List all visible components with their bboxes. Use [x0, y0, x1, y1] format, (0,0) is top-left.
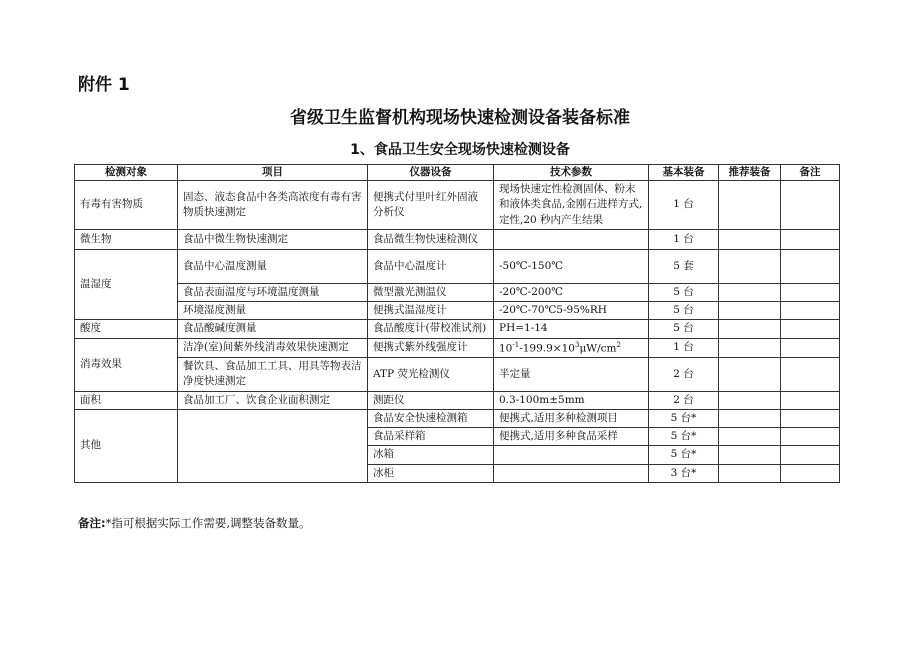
cell-object: 微生物 — [75, 229, 178, 249]
cell-params: 现场快速定性检测固体、粉末和液体类食品,金刚石进样方式,定性,20 秒内产生结果 — [494, 181, 649, 230]
cell-basic: 2 台 — [649, 358, 719, 391]
params-text-c: -199.9×10 — [519, 342, 575, 355]
cell-basic: 5 台 — [649, 320, 719, 338]
cell-device: 食品中心温度计 — [368, 249, 494, 283]
cell-basic: 2 台 — [649, 391, 719, 409]
document-title: 省级卫生监督机构现场快速检测设备装备标准 — [290, 108, 630, 128]
cell-basic: 1 台 — [649, 229, 719, 249]
cell-params: 便携式,适用多种食品采样 — [494, 428, 649, 446]
cell-recommended — [719, 428, 781, 446]
cell-object: 温湿度 — [75, 249, 178, 319]
cell-device: 微型激光测温仪 — [368, 283, 494, 301]
cell-device: ATP 荧光检测仪 — [368, 358, 494, 391]
cell-device: 测距仪 — [368, 391, 494, 409]
cell-recommended — [719, 358, 781, 391]
cell-object: 酸度 — [75, 320, 178, 338]
cell-recommended — [719, 283, 781, 301]
header-params: 技术参数 — [494, 165, 649, 181]
cell-recommended — [719, 249, 781, 283]
cell-params — [494, 229, 649, 249]
cell-recommended — [719, 320, 781, 338]
header-remarks: 备注 — [781, 165, 840, 181]
cell-item: 食品表面温度与环境温度测量 — [178, 283, 368, 301]
table-row — [75, 358, 840, 391]
cell-device: 便携式温湿度计 — [368, 302, 494, 320]
cell-object: 有毒有害物质 — [75, 181, 178, 230]
cell-device: 冰箱 — [368, 446, 494, 464]
cell-item: 固态、液态食品中各类高浓度有毒有害物质快速测定 — [178, 181, 368, 230]
table-row — [75, 338, 840, 358]
table-row — [75, 302, 840, 320]
cell-device: 食品微生物快速检测仪 — [368, 229, 494, 249]
table-row — [75, 409, 840, 427]
cell-object: 面积 — [75, 391, 178, 409]
table-row — [75, 249, 840, 283]
cell-recommended — [719, 181, 781, 230]
cell-params: 便携式,适用多种检测项目 — [494, 409, 649, 427]
cell-device: 便携式付里叶红外固液分析仪 — [368, 181, 494, 230]
params-sup-d: 3 — [574, 340, 580, 349]
cell-remarks — [781, 320, 840, 338]
cell-basic: 3 台* — [649, 464, 719, 482]
footnote-text: *指可根据实际工作需要,调整装备数量。 — [105, 516, 311, 530]
cell-remarks — [781, 358, 840, 391]
cell-recommended — [719, 338, 781, 358]
cell-item: 食品中心温度测量 — [178, 249, 368, 283]
table-row — [75, 320, 840, 338]
table-row — [75, 181, 840, 230]
cell-basic: 5 台 — [649, 302, 719, 320]
cell-device: 冰柜 — [368, 464, 494, 482]
cell-params: 半定量 — [494, 358, 649, 391]
header-object: 检测对象 — [75, 165, 178, 181]
cell-recommended — [719, 302, 781, 320]
header-device: 仪器设备 — [368, 165, 494, 181]
cell-remarks — [781, 249, 840, 283]
params-sup-b: -1 — [512, 340, 520, 349]
cell-params: PH=1-14 — [494, 320, 649, 338]
table-header-row — [75, 165, 840, 181]
params-text-a: 10 — [499, 342, 513, 355]
cell-item — [178, 409, 368, 482]
cell-recommended — [719, 229, 781, 249]
cell-remarks — [781, 181, 840, 230]
cell-basic: 5 台 — [649, 283, 719, 301]
cell-remarks — [781, 302, 840, 320]
cell-basic: 1 台 — [649, 338, 719, 358]
cell-params — [494, 338, 649, 358]
cell-recommended — [719, 446, 781, 464]
footnote-label: 备注: — [78, 516, 106, 530]
cell-item: 食品中微生物快速测定 — [178, 229, 368, 249]
table-row — [75, 283, 840, 301]
cell-remarks — [781, 338, 840, 358]
cell-object: 其他 — [75, 409, 178, 482]
cell-object: 消毒效果 — [75, 338, 178, 391]
cell-params — [494, 446, 649, 464]
cell-basic: 5 台* — [649, 428, 719, 446]
cell-item: 洁净(室)间紫外线消毒效果快速测定 — [178, 338, 368, 358]
header-item: 项目 — [178, 165, 368, 181]
cell-remarks — [781, 464, 840, 482]
header-basic: 基本装备 — [649, 165, 719, 181]
cell-params — [494, 464, 649, 482]
table-row — [75, 391, 840, 409]
cell-item: 食品加工厂、饮食企业面积测定 — [178, 391, 368, 409]
cell-recommended — [719, 409, 781, 427]
header-recommended: 推荐装备 — [719, 165, 781, 181]
attachment-label: 附件 1 — [78, 75, 130, 95]
cell-remarks — [781, 283, 840, 301]
cell-remarks — [781, 446, 840, 464]
cell-device: 食品安全快速检测箱 — [368, 409, 494, 427]
cell-device: 便携式紫外线强度计 — [368, 338, 494, 358]
params-text-e: μW/cm — [579, 342, 617, 355]
table-row — [75, 229, 840, 249]
equipment-table — [74, 164, 840, 483]
cell-params: -50℃-150℃ — [494, 249, 649, 283]
cell-remarks — [781, 391, 840, 409]
cell-item: 餐饮具、食品加工工具、用具等物表洁净度快速测定 — [178, 358, 368, 391]
params-sup-f: 2 — [616, 340, 621, 349]
footnote — [78, 515, 311, 531]
section-title: 1、食品卫生安全现场快速检测设备 — [350, 142, 570, 158]
cell-remarks — [781, 428, 840, 446]
cell-remarks — [781, 229, 840, 249]
cell-device: 食品酸度计(带校准试剂) — [368, 320, 494, 338]
cell-recommended — [719, 391, 781, 409]
cell-basic: 5 台* — [649, 409, 719, 427]
cell-basic: 5 套 — [649, 249, 719, 283]
cell-params: 0.3-100m±5mm — [494, 391, 649, 409]
cell-device: 食品采样箱 — [368, 428, 494, 446]
cell-basic: 5 台* — [649, 446, 719, 464]
cell-params: -20℃-200℃ — [494, 283, 649, 301]
cell-item: 环境湿度测量 — [178, 302, 368, 320]
cell-recommended — [719, 464, 781, 482]
cell-params: -20℃-70℃5-95%RH — [494, 302, 649, 320]
cell-item: 食品酸碱度测量 — [178, 320, 368, 338]
cell-basic: 1 台 — [649, 181, 719, 230]
cell-remarks — [781, 409, 840, 427]
